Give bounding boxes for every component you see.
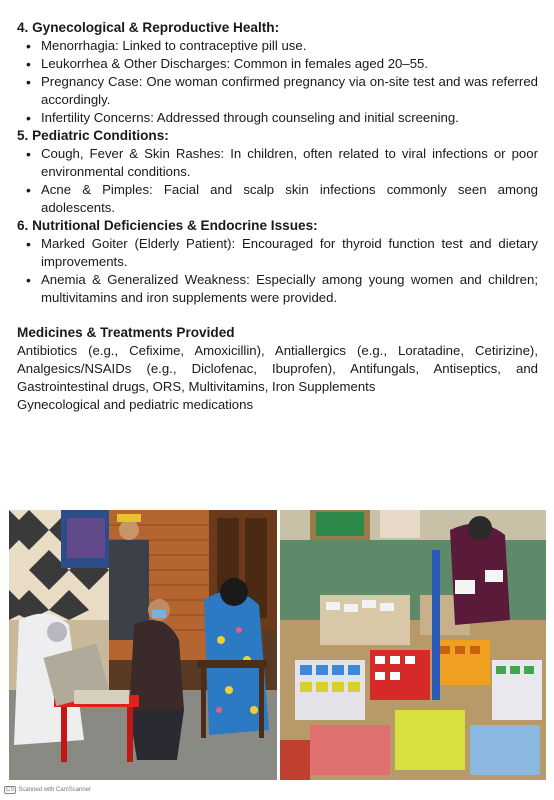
list-item: • Menorrhagia: Linked to contraceptive pill use. [41,37,538,55]
section-6 [17,217,538,307]
section-list [17,37,538,127]
section-title: 4. Gynecological & Reproductive Health: [17,20,280,35]
scanner-text: Scanned with CamScanner [18,787,92,793]
document-body [17,19,538,414]
medicines-title: Medicines & Treatments Provided [17,325,235,340]
section-list [17,235,538,307]
photo-medicines [280,510,546,780]
list-item: • Cough, Fever & Skin Rashes: In children, often related to viral infections or poor environmental conditions. [41,145,538,181]
list-item: • Leukorrhea & Other Discharges: Common in females aged 20–55. [41,55,538,73]
list-item: • Acne & Pimples: Facial and scalp skin infections commonly seen among adolescents. [41,181,538,217]
medicines-extra: Gynecological and pediatric medications [17,397,254,412]
list-item: • Pregnancy Case: One woman confirmed pregnancy via on-site test and was referred accordingly. [41,73,538,109]
list-item: • Marked Goiter (Elderly Patient): Encouraged for thyroid function test and dietary improvements. [41,235,538,271]
section-title: 6. Nutritional Deficiencies & Endocrine Issues: [17,218,318,233]
section-4 [17,19,538,127]
section-list [17,145,538,217]
medicines-list: Antibiotics (e.g., Cefixime, Amoxicillin), Antiallergics (e.g., Loratadine, Cetirizine), Analgesics/NSAIDs (e.g., Diclofenac, Ibuprofen), Antifungals, Antiseptics, and Gastrointestinal drugs, ORS, Multivitamins, Iron Supplements [17,343,538,394]
medicines-illustration [280,510,546,780]
photo-consultation [9,510,277,780]
section-title: 5. Pediatric Conditions: [17,128,169,143]
section-5 [17,127,538,217]
list-item: • Anemia & Generalized Weakness: Especially among young women and children; multivitamins and iron supplements were provided. [41,271,538,307]
list-item: • Infertility Concerns: Addressed through counseling and initial screening. [41,109,538,127]
consultation-illustration [9,510,277,780]
scanner-logo-icon: CS [6,787,15,793]
scanner-watermark [4,786,91,794]
